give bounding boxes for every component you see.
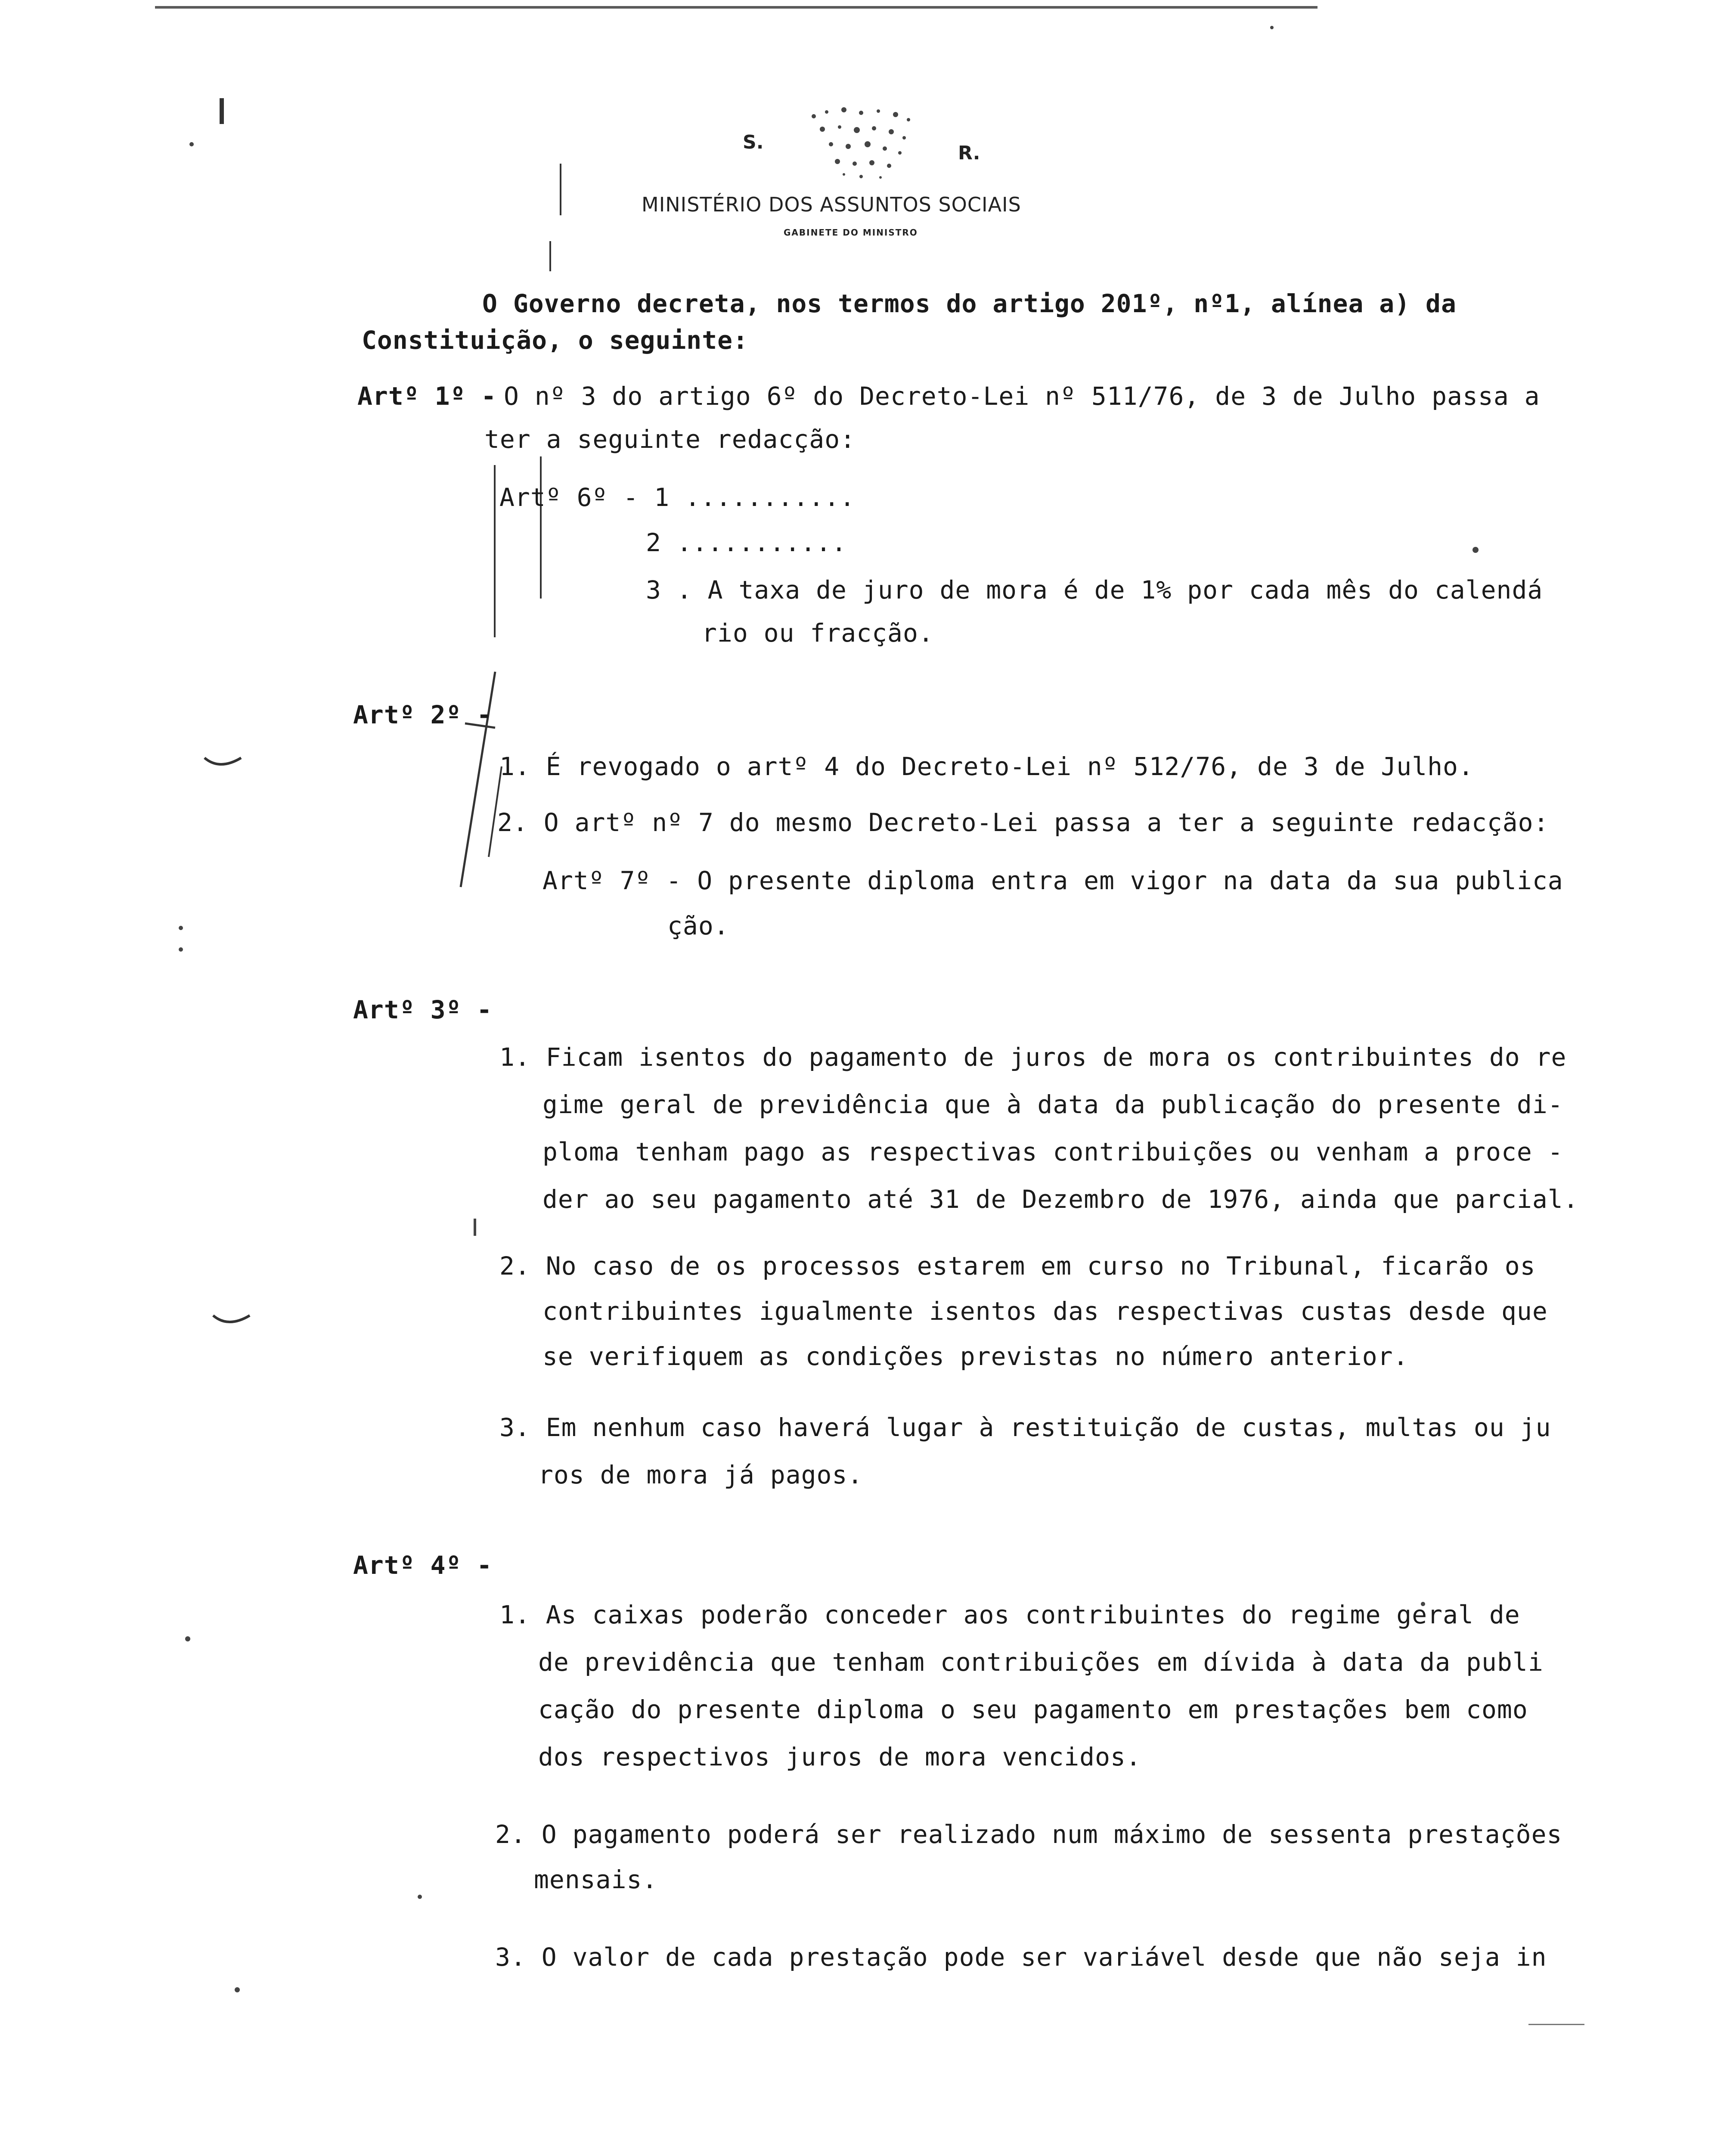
- scan-speck: [1472, 547, 1479, 553]
- margin-mark: [540, 456, 542, 599]
- scan-speck: [418, 1895, 422, 1899]
- margin-mark: [549, 241, 551, 271]
- art2-label: Artº 2º -: [353, 700, 493, 729]
- art1-quoted-title: Artº 6º - 1 ...........: [499, 483, 856, 512]
- margin-mark: [560, 164, 561, 215]
- art3-item-1-line-1: 1. Ficam isentos do pagamento de juros de mora os contribuintes do re: [499, 1042, 1567, 1072]
- scan-speck: [179, 926, 183, 930]
- pen-slash-mark: [448, 663, 504, 904]
- scan-speck: [179, 947, 183, 952]
- intro-line-1: O Governo decreta, nos termos do artigo 201º, nº1, alínea a) da: [482, 289, 1457, 318]
- art3-item-2-line-1: 2. No caso de os processos estarem em curso no Tribunal, ficarão os: [499, 1251, 1536, 1281]
- art4-item-3-line-1: 3. O valor de cada prestação pode ser variável desde que não seja in: [495, 1942, 1547, 1972]
- art1-quoted-item-3-line-2: rio ou fracção.: [702, 618, 934, 648]
- ministry-office: GABINETE DO MINISTRO: [784, 227, 918, 238]
- art4-item-1-line-3: cação do presente diploma o seu pagamento em prestações bem como: [538, 1695, 1528, 1724]
- top-edge-line: [155, 6, 1318, 9]
- scan-speck: [474, 1219, 476, 1236]
- art3-item-1-line-4: der ao seu pagamento até 31 de Dezembro de 1976, ainda que parcial.: [542, 1185, 1579, 1214]
- margin-mark: [494, 465, 496, 637]
- margin-mark: [220, 98, 224, 124]
- header-letter-right: R.: [958, 142, 980, 164]
- art2-item-1: 1. É revogado o artº 4 do Decreto-Lei nº 512/76, de 3 de Julho.: [499, 752, 1474, 781]
- art3-item-2-line-3: se verifiquem as condições previstas no número anterior.: [542, 1342, 1409, 1371]
- scan-speck: [1270, 26, 1274, 29]
- art3-item-1-line-3: ploma tenham pago as respectivas contribuições ou venham a proce -: [542, 1137, 1563, 1166]
- art3-item-3-line-2: ros de mora já pagos.: [538, 1460, 863, 1489]
- art4-item-2-line-2: mensais.: [534, 1865, 658, 1894]
- art1-quoted-item-2: 2 ...........: [646, 528, 847, 557]
- art2-quoted-line-1: Artº 7º - O presente diploma entra em vigor na data da sua publica: [542, 866, 1563, 895]
- bottom-edge-line: [1528, 2024, 1584, 2025]
- art4-item-1-line-1: 1. As caixas poderão conceder aos contribuintes do regime geral de: [499, 1600, 1520, 1629]
- art3-item-1-line-2: gime geral de previdência que à data da publicação do presente di-: [542, 1090, 1563, 1119]
- coat-of-arms-seal-icon: [797, 103, 934, 185]
- art4-item-1-line-4: dos respectivos juros de mora vencidos.: [538, 1742, 1141, 1771]
- art2-item-2: 2. O artº nº 7 do mesmo Decreto-Lei passa a ter a seguinte redacção:: [497, 808, 1549, 837]
- art4-item-1-line-2: de previdência que tenham contribuições em dívida à data da publi: [538, 1647, 1544, 1677]
- art3-item-3-line-1: 3. Em nenhum caso haverá lugar à restituição de custas, multas ou ju: [499, 1413, 1551, 1442]
- ministry-title: MINISTÉRIO DOS ASSUNTOS SOCIAIS: [642, 193, 1021, 216]
- scan-speck: [189, 142, 194, 146]
- margin-tick-mark: [202, 749, 245, 775]
- art4-label: Artº 4º -: [353, 1551, 493, 1580]
- art4-item-2-line-1: 2. O pagamento poderá ser realizado num máximo de sessenta prestações: [495, 1820, 1562, 1849]
- art3-label: Artº 3º -: [353, 995, 493, 1024]
- art2-quoted-line-2: ção.: [667, 911, 729, 940]
- art1-text-2: ter a seguinte redacção:: [484, 425, 856, 454]
- header-letter-left: S.: [743, 131, 764, 153]
- margin-tick-mark: [211, 1307, 254, 1333]
- art1-text-1: O nº 3 do artigo 6º do Decreto-Lei nº 511/76, de 3 de Julho passa a: [504, 382, 1540, 411]
- art1-quoted-item-3-line-1: 3 . A taxa de juro de mora é de 1% por cada mês do calendá: [646, 575, 1543, 605]
- art3-item-2-line-2: contribuintes igualmente isentos das respectivas custas desde que: [542, 1297, 1548, 1326]
- scan-speck: [235, 1987, 240, 1992]
- intro-line-2: Constituição, o seguinte:: [362, 326, 748, 355]
- art1-label: Artº 1º -: [357, 382, 497, 411]
- scan-speck: [185, 1636, 190, 1641]
